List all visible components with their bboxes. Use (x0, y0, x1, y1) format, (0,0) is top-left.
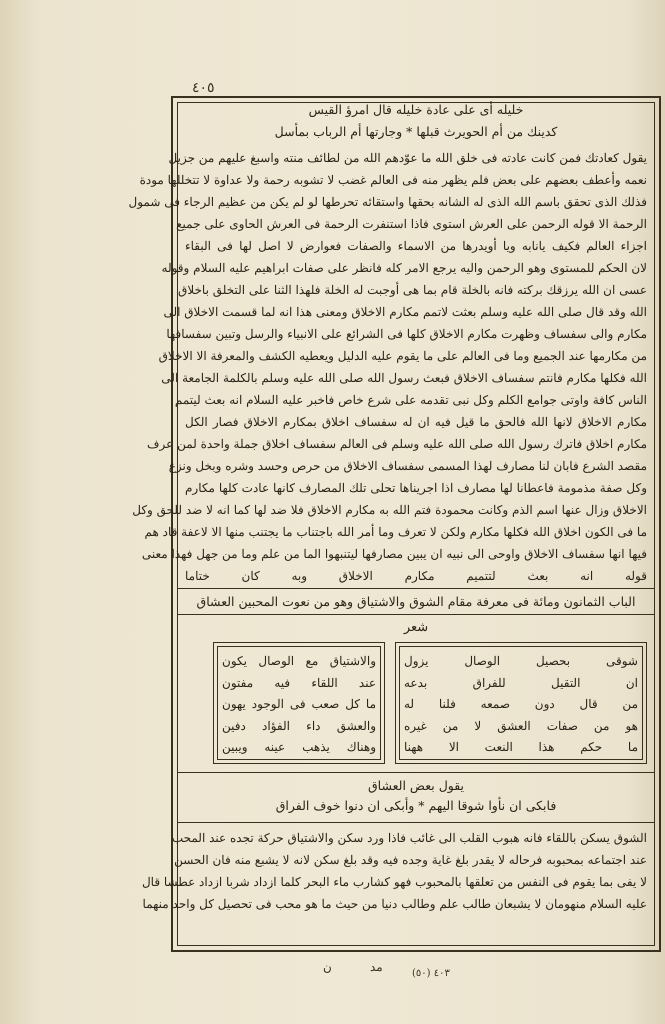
chapter-title: الباب الثمانون ومائة فى معرفة مقام الشوق والاشتياق وهو من نعوت المحبين العشاق (196, 594, 636, 609)
header-line: كدينك من أم الحويرث قبلها * وجارتها أم الرباب بمأسل (274, 124, 558, 139)
closing-text-line: الشوق يسكن باللقاء فانه هبوب القلب الى غائب فاذا ورد سكن والاشتياق حركة تجده عند المحب (171, 831, 647, 845)
poem-verse-right: ما حكم هذا النعت الا ههنا (404, 740, 638, 754)
closing-text-line: عند اجتماعه بمحبوبه فرحاله لا يقدر بلغ غاية وجده فيه وقد بلغ سكن لانه لا يشبع منه فان الحسن (174, 853, 647, 867)
poem-box-left (213, 642, 385, 764)
body-text-line: يقول كعادتك فمن كانت عادته فى خلق الله ما عوّدهم الله من لطائف منته واسبغ عليهم من جزيل (168, 151, 647, 165)
body-text-line: الرحمة الا قوله الرحمن على العرش استوى فاذا استنفرت الرحمة فى العرش الحاوى على جميع (176, 217, 647, 231)
body-text-line: الله فكلها مكارم فانتم سفساف الاخلاق فبعث رسول الله صلى الله عليه وسلم بالكلمة الجامعة الى (161, 371, 647, 385)
chapter-rule-top (178, 588, 654, 589)
poem-verse-right: من قال دون صمعه فلنا له (404, 697, 638, 711)
body-text-line: الناس كافة واوتى جوامع الكلم وكل نبى تقدمه على شرع خاص فاخبر عليه السلام انه بعث ليتمم (174, 393, 647, 407)
closing-text-line: لا يفى بما يقوم فى النفس من تعلقها بالمحبوب فهو كشارب ماء البحر كلما ازداد شربا ازداد عطشا قال (141, 875, 647, 889)
poem-verse-left: والاشتياق مع الوصال يكون (222, 654, 376, 668)
quote-rule-top (178, 772, 654, 773)
body-text-line: لان الحكم للمستوى وهو الرحمن واليه يرجع الامر كله فانظر على صفات ابراهيم عليه السلام وقوله (161, 261, 647, 275)
chapter-rule-bottom (178, 614, 654, 615)
poem-verse-left: ما كل صعب فى الوجود يهون (222, 697, 376, 711)
body-text-line: نعمه وأعطف بعضهم على بعض فلم يظهر منه فى العالم غضب لا تشوبه رحمة ولا عداوة لا تتخللها مودة (139, 173, 647, 187)
poem-label: شعر (403, 620, 429, 635)
body-text-line: فذلك الذى تحقق باسم الله الذى له الشانه بحقها واستقائه تحرطها لو لم يكن من عظيم الرجاء فى شمول (128, 195, 647, 209)
poem-verse-right: هو من صفات العشق لا من غيره (404, 718, 638, 733)
footer-signature: ٤٠٣ (٥٠) (412, 968, 450, 979)
body-text-line: عسى ان الله يرزقك بركته فانه بالخلة قام بما هى أوجبت له الخلة فلهذا الثنا على التخلق باخلاق (178, 283, 647, 297)
quote-verse: فابكى ان نأوا شوقا اليهم * وأبكى ان دنوا خوف الفراق (275, 798, 557, 813)
body-text-line: ما فى الكون اخلاق الله فكلها مكارم ولكن لا تعرف وما أمر الله باجتناب ما يجتنب منها الا لاعفة قاد هم (144, 525, 647, 539)
header-line: خليله أى على عادة خليله قال امرؤ القيس (308, 102, 524, 117)
poem-verse-left: وهناك يذهب عينه ويبين (222, 740, 376, 754)
body-text-line: مقصد الشرع فابان لنا مصارف لهذا المسمى سفساف الاخلاق من حرص وحسد وشره وبخل ونزع (168, 459, 647, 473)
quote-rule-bottom (178, 822, 654, 823)
quote-intro: يقول بعض العشاق (367, 778, 465, 793)
body-text-line: الله وقد قال صلى الله عليه وسلم بعثت لاتمم مكارم الاخلاق ومعنى هذا انه لما قسمت الاخلاق الى (163, 305, 647, 319)
text-frame (128, 96, 661, 952)
body-text-line: مكارم والى سفساف وظهرت مكارم الاخلاق كلها فى الشرائع على الانبياء والرسل وتبين سفسافها (166, 327, 647, 341)
body-text-line: مكارم الاخلاق لانها الله فالحق ما قيل فيه ان له سفساف اخلاق بمكارم الاخلاق فصار الكل (185, 415, 647, 429)
body-text-line: اجزاء العالم فكيف يانابه ويا أويدرها من الاسماء والصفات فعوارض لا اصل لها فى البقاء (185, 239, 647, 253)
poem-verse-left: عند اللقاء فيه مفتون (222, 675, 376, 690)
poem-verse-right: شوقى بحصيل الوصال يزول (404, 654, 638, 668)
poem-verse-left: والعشق داء الفؤاد دفين (222, 718, 376, 733)
footer-catchword-left: ن (323, 960, 332, 974)
body-text-line: الاخلاق وزال عنها اسم الذم وكانت محمودة فتم الله به مكارم الاخلاق فلا ضد لها كما انه لا ضد للحق وكل (132, 503, 647, 517)
body-text-line: قوله انه بعث لتتميم مكارم الاخلاق وبه كان ختاما (185, 569, 647, 583)
poem-verse-right: ان التقيل للفراق بدعه (404, 675, 638, 690)
poem-box-right (395, 642, 647, 764)
page-number: ٤٠٥ (192, 80, 215, 96)
footer-catchword-mid: مد (370, 960, 383, 974)
body-text-line: وكل صفة مذمومة فاعطانا لها مصارف اذا اجريناها تحلى تلك المصارف كانها عادت كلها مكارم (185, 481, 647, 495)
closing-text-line: عليه السلام منهومان لا يشبعان طالب علم وطالب دنيا من حيث ما هو محب فى تحصيل كل واحد منهما (142, 897, 647, 911)
body-text-line: فيها انها سفساف الاخلاق واوحى الى نبيه ان يبين مصارفها ليتنبهوا الما من علم وما من جهل فهذا معنى (141, 547, 647, 561)
body-text-line: من مكارمها عند الجميع وما فى العالم على ما يقوم عليه الدليل ويعطيه الكشف والمعرفة الا الاخلاق (158, 349, 647, 363)
body-text-line: مكارم اخلاق فاترك رسول الله صلى الله عليه وسلم فى العالم سفساف اخلاق جملة واحدة لمن عرف (147, 437, 647, 451)
